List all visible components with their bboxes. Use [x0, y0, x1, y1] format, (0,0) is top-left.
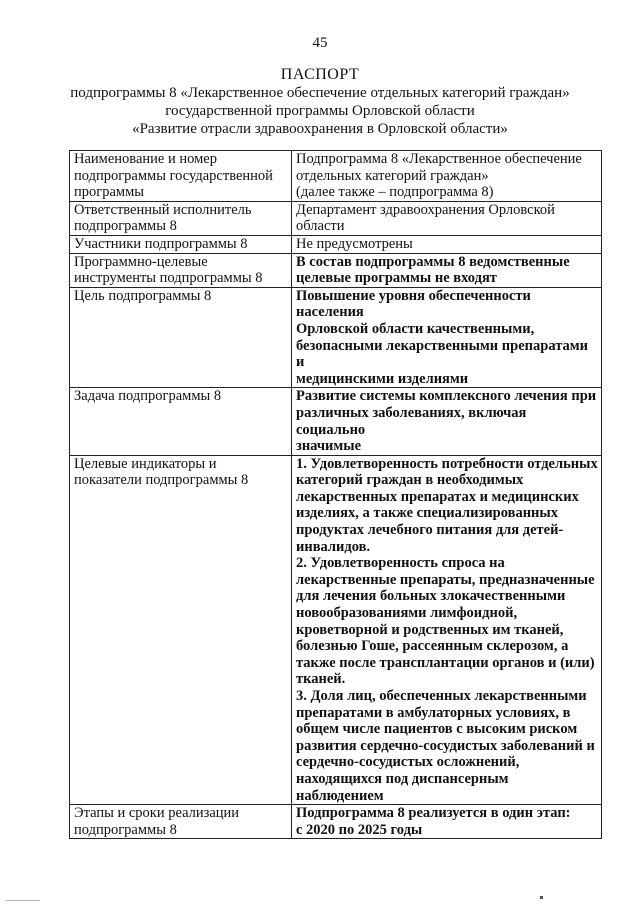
- table-row: [70, 253, 602, 287]
- table-row: [70, 805, 602, 839]
- row-value: Подпрограмма 8 «Лекарственное обеспечение отдельных категорий граждан» (далее также – подпрограмма 8): [292, 151, 602, 202]
- subprogram-name: подпрограммы 8 «Лекарственное обеспечение отдельных категорий граждан»: [70, 85, 570, 101]
- row-value: Не предусмотрены: [292, 235, 602, 253]
- scan-artifact: [540, 896, 543, 899]
- table-row: [70, 151, 602, 202]
- page-number: 45: [312, 35, 328, 51]
- row-label: Ответственный исполнитель подпрограммы 8: [70, 201, 292, 235]
- scan-artifact: [6, 900, 40, 901]
- row-value: В состав подпрограммы 8 ведомственные целевые программы не входят: [292, 253, 602, 287]
- row-label: Этапы и сроки реализации подпрограммы 8: [70, 805, 292, 839]
- state-program-line: государственной программы Орловской области: [165, 103, 475, 119]
- row-label: Целевые индикаторы и показатели подпрограммы 8: [70, 455, 292, 804]
- row-value: Департамент здравоохранения Орловской области: [292, 201, 602, 235]
- document-title: ПАСПОРТ: [280, 66, 360, 83]
- row-label: Участники подпрограммы 8: [70, 235, 292, 253]
- table-row: [70, 287, 602, 388]
- row-label: Наименование и номер подпрограммы государственной программы: [70, 151, 292, 202]
- row-value: Повышение уровня обеспеченности населения Орловской области качественными, безопасными лекарственными препаратами и медицинскими изделиями: [292, 287, 602, 388]
- row-value: Развитие системы комплексного лечения при различных заболеваниях, включая социально значимые: [292, 388, 602, 455]
- table-row: [70, 388, 602, 455]
- row-label: Программно-целевые инструменты подпрограммы 8: [70, 253, 292, 287]
- table-row: [70, 235, 602, 253]
- document-header: [40, 66, 600, 138]
- row-value: Подпрограмма 8 реализуется в один этап: с 2020 по 2025 годы: [292, 805, 602, 839]
- state-program-name: «Развитие отрасли здравоохранения в Орловской области»: [132, 121, 508, 137]
- table-row: [70, 455, 602, 804]
- row-label: Цель подпрограммы 8: [70, 287, 292, 388]
- table-row: [70, 201, 602, 235]
- passport-table: [69, 150, 602, 839]
- row-value: 1. Удовлетворенность потребности отдельных категорий граждан в необходимых лекарственных препаратах и медицинских изделиях, а также специализированных продуктах лечебного питания для детей- инвалидов. 2. Удовлетворенность спроса на лекарственные препараты, предназначенные для лечения больных злокачественными новообразованиями лимфоидной, кроветворной и родственных им тканей, болезнью Гоше, рассеянным склерозом, а также после трансплантации органов и (или) тканей. 3. Доля лиц, обеспеченных лекарственными препаратами в амбулаторных условиях, в общем числе пациентов с высоким риском развития сердечно-сосудистых заболеваний и сердечно-сосудистых осложнений, находящихся под диспансерным наблюдением: [292, 455, 602, 804]
- row-label: Задача подпрограммы 8: [70, 388, 292, 455]
